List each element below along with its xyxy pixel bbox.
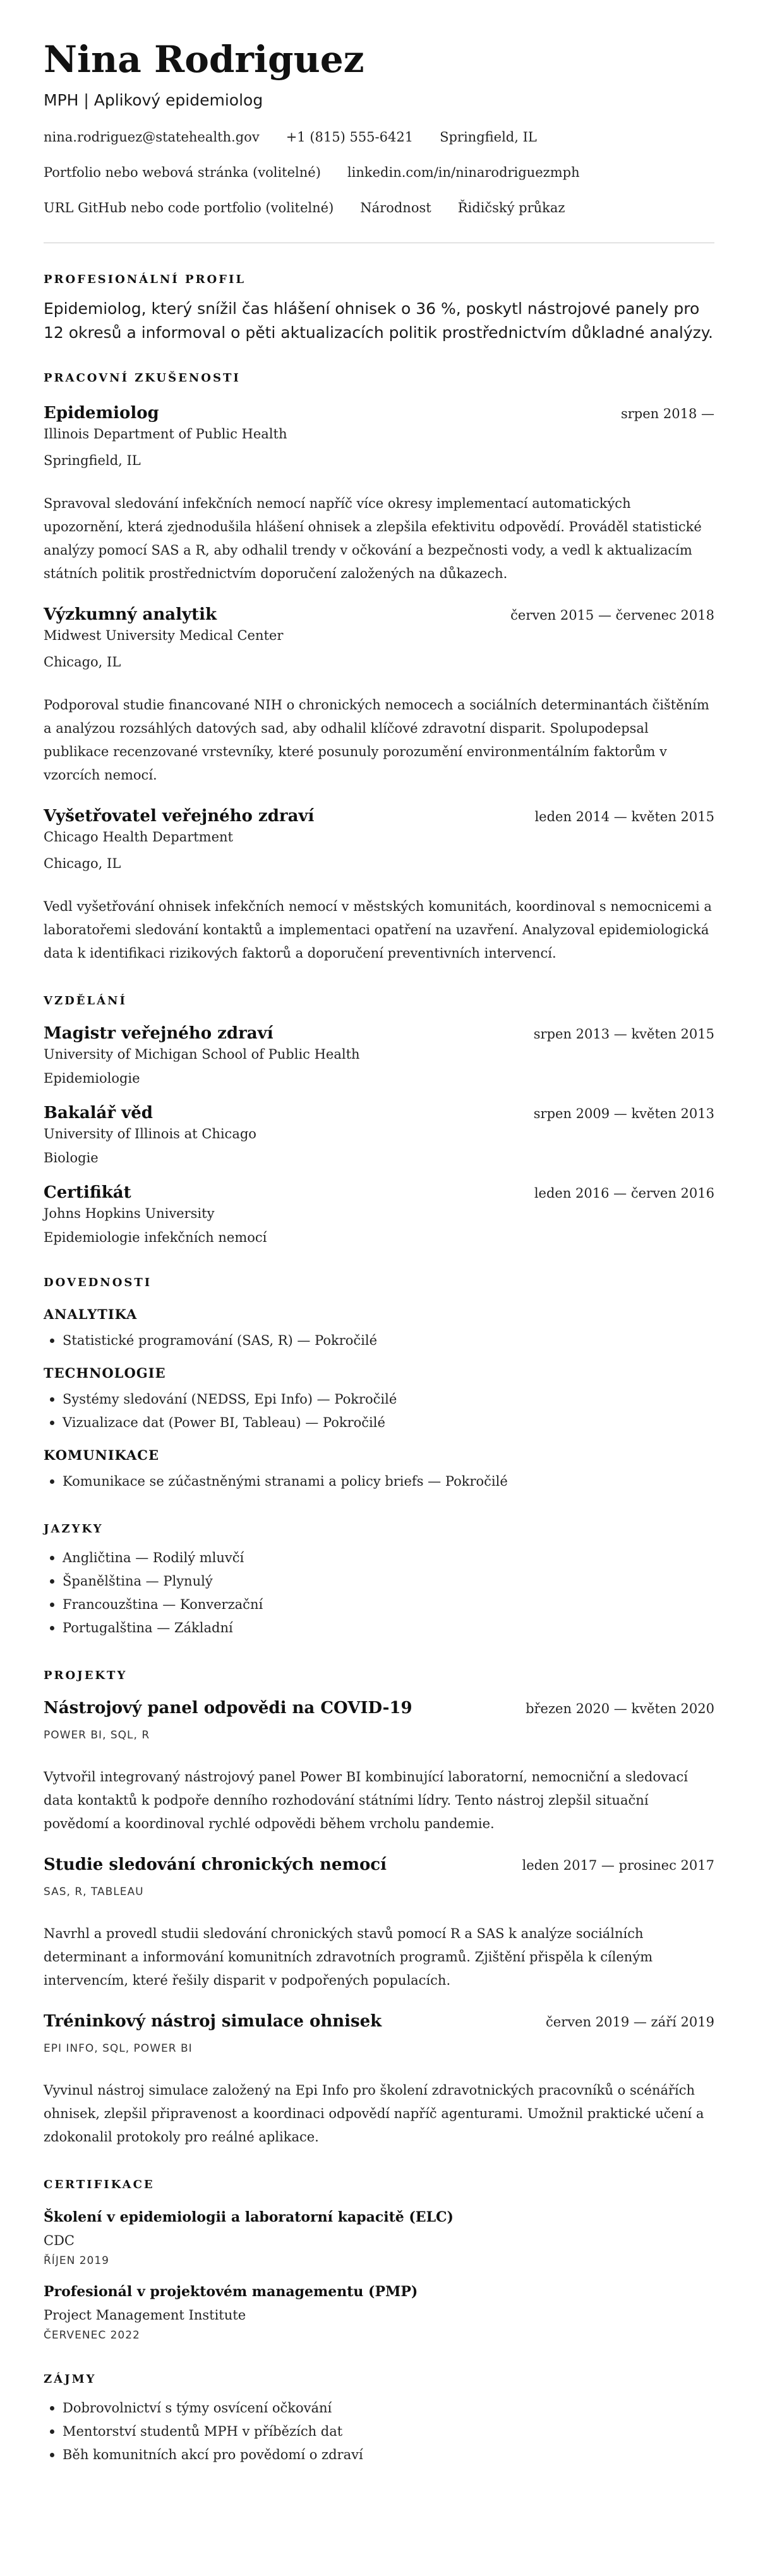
skill-item: Systémy sledování (NEDSS, Epi Info) — Pokročilé: [44, 1388, 714, 1411]
experience-item: [44, 402, 714, 586]
summary-heading: PROFESIONÁLNÍ PROFIL: [44, 273, 246, 286]
summary-text: Epidemiolog, který snížil čas hlášení ohnisek o 36 %, poskytl nástrojové panely pro 12 okresů a informoval o pěti aktualizacích politik prostřednictvím důkladné analýzy.: [44, 299, 713, 342]
projects-heading: PROJEKTY: [44, 1669, 128, 1682]
field-of-study: Biologie: [44, 1150, 99, 1165]
project-description: Vytvořil integrovaný nástrojový panel Power BI kombinující laboratorní, nemocniční a sledovací data kontaktů k podpoře denního rozhodování státními lídry. Tento nástroj zlepšil situační povědomí a koordinoval rychlé odpovědi během vrcholu pandemie.: [44, 1769, 688, 1831]
project-technologies: SAS, R, TABLEAU: [44, 1886, 144, 1898]
summary-section: [44, 272, 714, 345]
school-name: University of Michigan School of Public Health: [44, 1047, 360, 1062]
job-location: Chicago, IL: [44, 856, 121, 871]
project-item: [44, 1853, 714, 1992]
skills-section: [44, 1275, 714, 1493]
contact-portfolio[interactable]: Portfolio nebo webová stránka (volitelné): [44, 165, 321, 180]
candidate-name: Nina Rodriguez: [44, 38, 364, 81]
skill-category: [44, 1446, 714, 1493]
language-item: Francouzština — Konverzační: [44, 1593, 714, 1616]
job-location: Chicago, IL: [44, 654, 121, 670]
skill-category: [44, 1305, 714, 1352]
contact-location: Springfield, IL: [440, 129, 537, 145]
education-item: [44, 1181, 714, 1247]
project-description: Vyvinul nástroj simulace založený na Epi Info pro školení zdravotnických pracovníků o scénářích ohnisek, zlepšil připravenost a koordinaci odpovědí napříč agenturami. Umožnil praktické učení a zdokonalil protokoly pro reálné aplikace.: [44, 2083, 704, 2145]
certification-name: Školení v epidemiologii a laboratorní kapacitě (ELC): [44, 2209, 454, 2225]
contact-github[interactable]: URL GitHub nebo code portfolio (volitelné): [44, 200, 334, 215]
job-description: Vedl vyšetřování ohnisek infekčních nemocí v městských komunitách, koordinoval s nemocnicemi a laboratořemi sledování kontaktů a implementaci opatření na uzavření. Analyzoval epidemiologická data k identifikaci rizikových faktorů a doporučení preventivních intervencí.: [44, 899, 712, 961]
skill-category: [44, 1364, 714, 1435]
education-heading: VZDĚLÁNÍ: [44, 994, 127, 1008]
skill-category-name: ANALYTIKA: [44, 1306, 138, 1322]
job-title: Výzkumný analytik: [44, 605, 217, 624]
language-item: Portugalština — Základní: [44, 1616, 714, 1640]
interest-item: Mentorství studentů MPH v příbězích dat: [44, 2420, 714, 2443]
certification-item: [44, 2282, 714, 2344]
contact-linkedin[interactable]: linkedin.com/in/ninarodriguezmph: [347, 165, 580, 180]
interests-section: [44, 2371, 714, 2467]
job-description: Podporoval studie financované NIH o chronických nemocech a sociálních determinantách čištěním a analýzou rozsáhlých datových sad, aby odhalil klíčové zdravotní disparit. Spolupodepsal publikace recenzované vrstevníky, které posunuly porozumění environmentálním faktorům v vzorcích nemocí.: [44, 697, 709, 783]
projects-section: [44, 1668, 714, 2149]
contact-license: Řidičský průkaz: [457, 200, 565, 215]
job-date: leden 2014 — květen 2015: [534, 809, 714, 824]
field-of-study: Epidemiologie infekčních nemocí: [44, 1230, 267, 1245]
certification-item: [44, 2207, 714, 2269]
certification-issuer: Project Management Institute: [44, 2308, 246, 2323]
contact-row-links: [44, 163, 714, 182]
skills-heading: DOVEDNOSTI: [44, 1276, 152, 1289]
language-item: Španělština — Plynulý: [44, 1570, 714, 1593]
project-title: Tréninkový nástroj simulace ohnisek: [44, 2012, 382, 2031]
school-name: Johns Hopkins University: [44, 1206, 215, 1221]
degree-date: srpen 2013 — květen 2015: [533, 1026, 714, 1042]
contact-row-primary: [44, 128, 714, 147]
education-item: [44, 1102, 714, 1167]
degree-date: leden 2016 — červen 2016: [534, 1186, 714, 1201]
job-organization: Illinois Department of Public Health: [44, 426, 287, 442]
degree-title: Bakalář věd: [44, 1104, 153, 1122]
candidate-headline: MPH | Aplikový epidemiolog: [44, 91, 263, 109]
project-description: Navrhl a provedl studii sledování chronických stavů pomocí R a SAS k analýze sociálních determinant a informování komunitních zdravotních programů. Zjištění přispěla k cíleným intervencím, které řešily disparit v podpořených populacích.: [44, 1926, 653, 1988]
project-item: [44, 1697, 714, 1836]
skill-item: Komunikace se zúčastněnými stranami a policy briefs — Pokročilé: [44, 1470, 714, 1493]
skill-item: Statistické programování (SAS, R) — Pokročilé: [44, 1329, 714, 1352]
languages-heading: JAZYKY: [44, 1522, 104, 1536]
contact-row-other: [44, 198, 714, 217]
contact-phone[interactable]: +1 (815) 555-6421: [286, 129, 414, 145]
experience-section: [44, 370, 714, 965]
degree-title: Magistr veřejného zdraví: [44, 1024, 274, 1043]
project-date: březen 2020 — květen 2020: [526, 1701, 714, 1716]
certification-name: Profesionál v projektovém managementu (PMP): [44, 2284, 418, 2300]
skill-category-name: KOMUNIKACE: [44, 1447, 159, 1463]
project-technologies: EPI INFO, SQL, POWER BI: [44, 2042, 193, 2055]
skill-category-name: TECHNOLOGIE: [44, 1365, 166, 1381]
project-date: leden 2017 — prosinec 2017: [522, 1858, 714, 1873]
education-item: [44, 1022, 714, 1088]
job-organization: Midwest University Medical Center: [44, 628, 284, 643]
education-section: [44, 993, 714, 1247]
experience-item: [44, 805, 714, 965]
job-title: Vyšetřovatel veřejného zdraví: [44, 807, 315, 826]
experience-heading: PRACOVNÍ ZKUŠENOSTI: [44, 371, 241, 385]
interest-item: Dobrovolnictví s týmy osvícení očkování: [44, 2397, 714, 2420]
degree-title: Certifikát: [44, 1183, 131, 1202]
certifications-heading: CERTIFIKACE: [44, 2178, 155, 2191]
job-organization: Chicago Health Department: [44, 829, 233, 845]
experience-item: [44, 603, 714, 787]
job-date: červen 2015 — červenec 2018: [510, 608, 714, 623]
certification-date: ČERVENEC 2022: [44, 2329, 140, 2342]
certifications-section: [44, 2177, 714, 2344]
contact-email[interactable]: nina.rodriguez@statehealth.gov: [44, 129, 260, 145]
skill-item: Vizualizace dat (Power BI, Tableau) — Pokročilé: [44, 1411, 714, 1435]
job-location: Springfield, IL: [44, 453, 141, 468]
project-title: Studie sledování chronických nemocí: [44, 1855, 387, 1874]
job-title: Epidemiolog: [44, 404, 159, 423]
resume-header: [44, 37, 714, 243]
field-of-study: Epidemiologie: [44, 1071, 140, 1086]
degree-date: srpen 2009 — květen 2013: [533, 1106, 714, 1121]
project-title: Nástrojový panel odpovědi na COVID-19: [44, 1699, 412, 1718]
languages-section: [44, 1521, 714, 1640]
school-name: University of Illinois at Chicago: [44, 1126, 256, 1141]
language-item: Angličtina — Rodilý mluvčí: [44, 1546, 714, 1570]
job-date: srpen 2018 —: [620, 406, 714, 421]
certification-issuer: CDC: [44, 2233, 75, 2248]
interest-item: Běh komunitních akcí pro povědomí o zdraví: [44, 2443, 714, 2467]
project-technologies: POWER BI, SQL, R: [44, 1729, 150, 1742]
job-description: Spravoval sledování infekčních nemocí napříč více okresy implementací automatických upozornění, která zjednodušila hlášení ohnisek a zlepšila efektivitu odpovědí. Prováděl statistické analýzy pomocí SAS a R, aby odhalil trendy v očkování a bezpečnosti vody, a vedl k aktualizacím státních politik prostřednictvím doporučení založených na důkazech.: [44, 496, 702, 581]
interests-heading: ZÁJMY: [44, 2373, 97, 2386]
certification-date: ŘÍJEN 2019: [44, 2254, 109, 2267]
project-item: [44, 2010, 714, 2149]
contact-nationality: Národnost: [360, 200, 431, 215]
project-date: červen 2019 — září 2019: [546, 2014, 714, 2030]
